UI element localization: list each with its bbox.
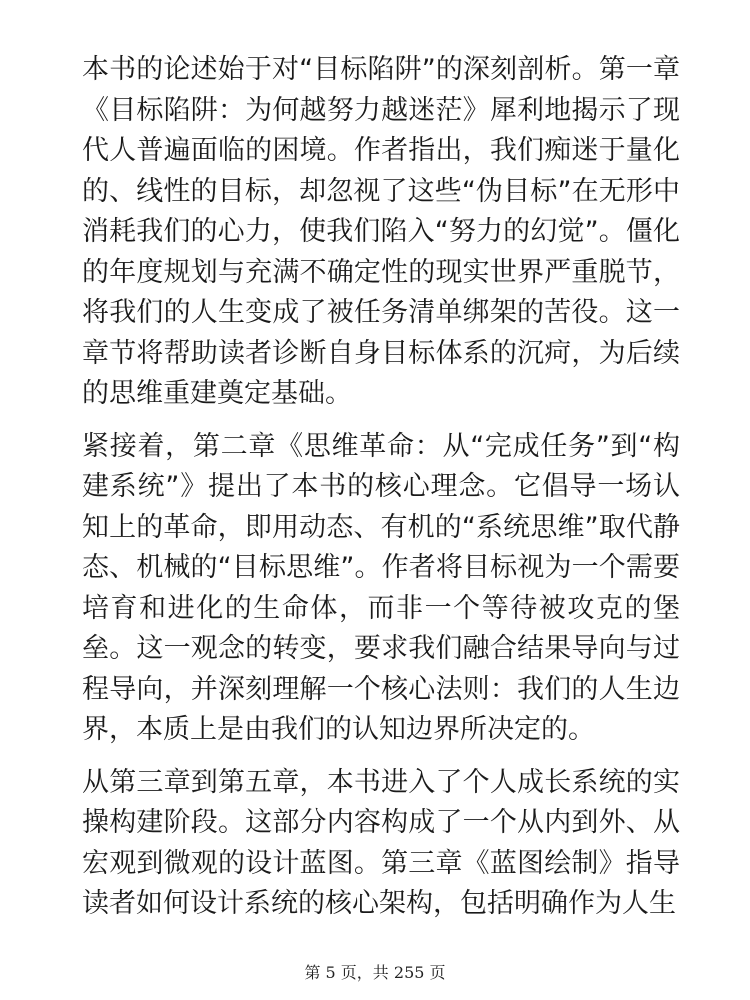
- paragraph-2: 紧接着，第二章《思维革命：从“完成任务”到“构建系统”》提出了本书的核心理念。它倡导一场认知上的革命，即用动态、有机的“系统思维”取代静态、机械的“目标思维”。作者将目标视为一个需要培育和进化的生命体，而非一个等待被攻克的堡垒。这一观念的转变，要求我们融合结果导向与过程导向，并深刻理解一个核心法则：我们的人生边界，本质上是由我们的认知边界所决定的。: [82, 430, 680, 745]
- paragraph-3: 从第三章到第五章，本书进入了个人成长系统的实操构建阶段。这部分内容构成了一个从内到外、从宏观到微观的设计蓝图。第三章《蓝图绘制》指导读者如何设计系统的核心架构，包括明确作为人生: [82, 766, 680, 919]
- page-body: [82, 50, 680, 937]
- page-number-footer: 第 5 页，共 255 页: [304, 963, 446, 982]
- paragraph-1: 本书的论述始于对“目标陷阱”的深刻剖析。第一章《目标陷阱：为何越努力越迷茫》犀利地揭示了现代人普遍面临的困境。作者指出，我们痴迷于量化的、线性的目标，却忽视了这些“伪目标”在无形中消耗我们的心力，使我们陷入“努力的幻觉”。僵化的年度规划与充满不确定性的现实世界严重脱节，将我们的人生变成了被任务清单绑架的苦役。这一章节将帮助读者诊断自身目标体系的沉疴，为后续的思维重建奠定基础。: [82, 54, 680, 409]
